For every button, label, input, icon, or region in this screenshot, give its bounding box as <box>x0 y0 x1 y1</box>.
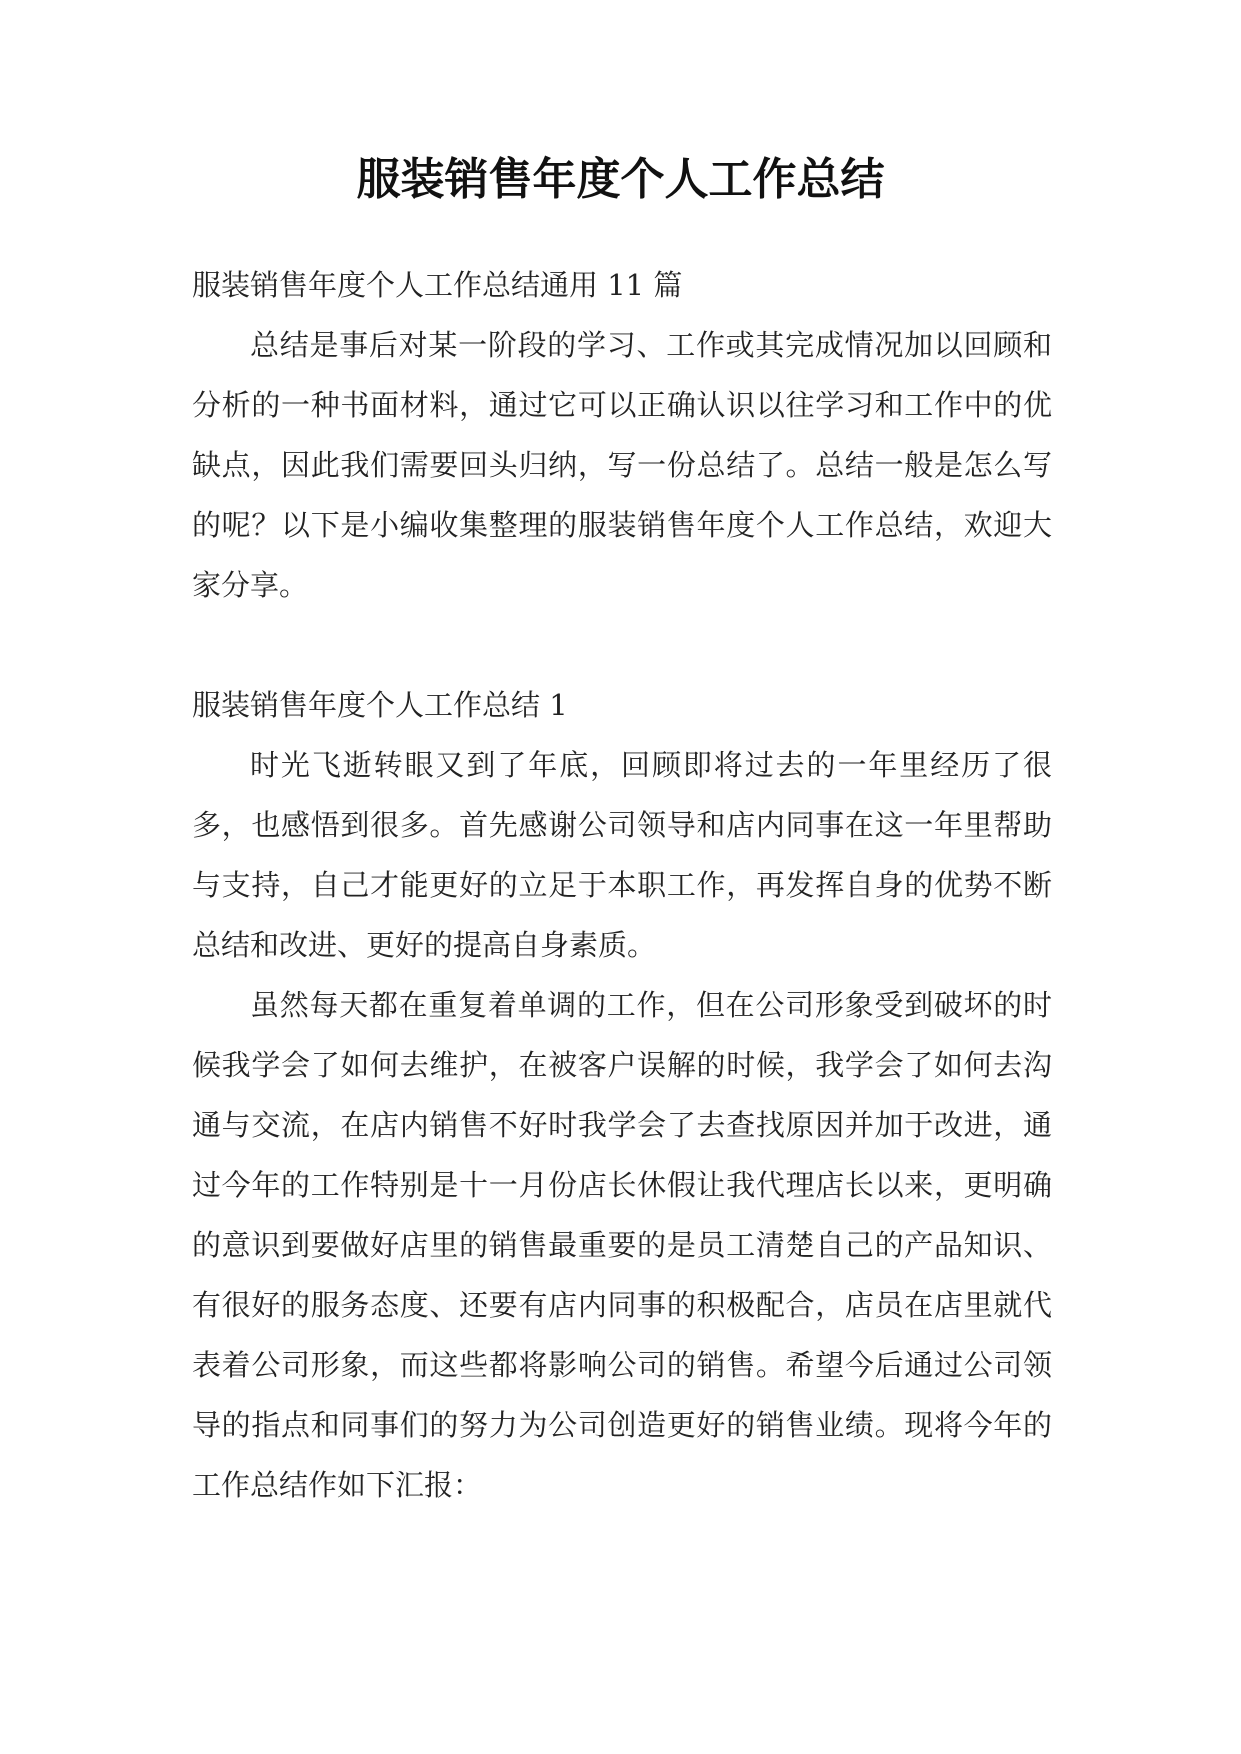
section1-heading: 服装销售年度个人工作总结 1 <box>192 688 568 722</box>
section1-paragraph-2: 虽然每天都在重复着单调的工作，但在公司形象受到破坏的时候我学会了如何去维护，在被客户误解的时候，我学会了如何去沟通与交流，在店内销售不好时我学会了去查找原因并加于改进，通过今年的工作特别是十一月份店长休假让我代理店长以来，更明确的意识到要做好店里的销售最重要的是员工清楚自己的产品知识、有很好的服务态度、还要有店内同事的积极配合，店员在店里就代表着公司形象，而这些都将影响公司的销售。希望今后通过公司领导的指点和同事们的努力为公司创造更好的销售业绩。现将今年的工作总结作如下汇报： <box>192 988 1052 1502</box>
document-title: 服装销售年度个人工作总结 <box>356 154 885 205</box>
intro-paragraph: 总结是事后对某一阶段的学习、工作或其完成情况加以回顾和分析的一种书面材料，通过它可以正确认识以往学习和工作中的优缺点，因此我们需要回头归纳，写一份总结了。总结一般是怎么写的呢？以下是小编收集整理的服装销售年度个人工作总结，欢迎大家分享。 <box>192 328 1052 602</box>
document-body <box>192 255 1052 1515</box>
section-spacer <box>192 615 1052 675</box>
intro-heading: 服装销售年度个人工作总结通用 11 篇 <box>192 268 683 302</box>
section1-paragraph-1: 时光飞逝转眼又到了年底，回顾即将过去的一年里经历了很多，也感悟到很多。首先感谢公司领导和店内同事在这一年里帮助与支持，自己才能更好的立足于本职工作，再发挥自身的优势不断总结和改进、更好的提高自身素质。 <box>192 748 1052 962</box>
